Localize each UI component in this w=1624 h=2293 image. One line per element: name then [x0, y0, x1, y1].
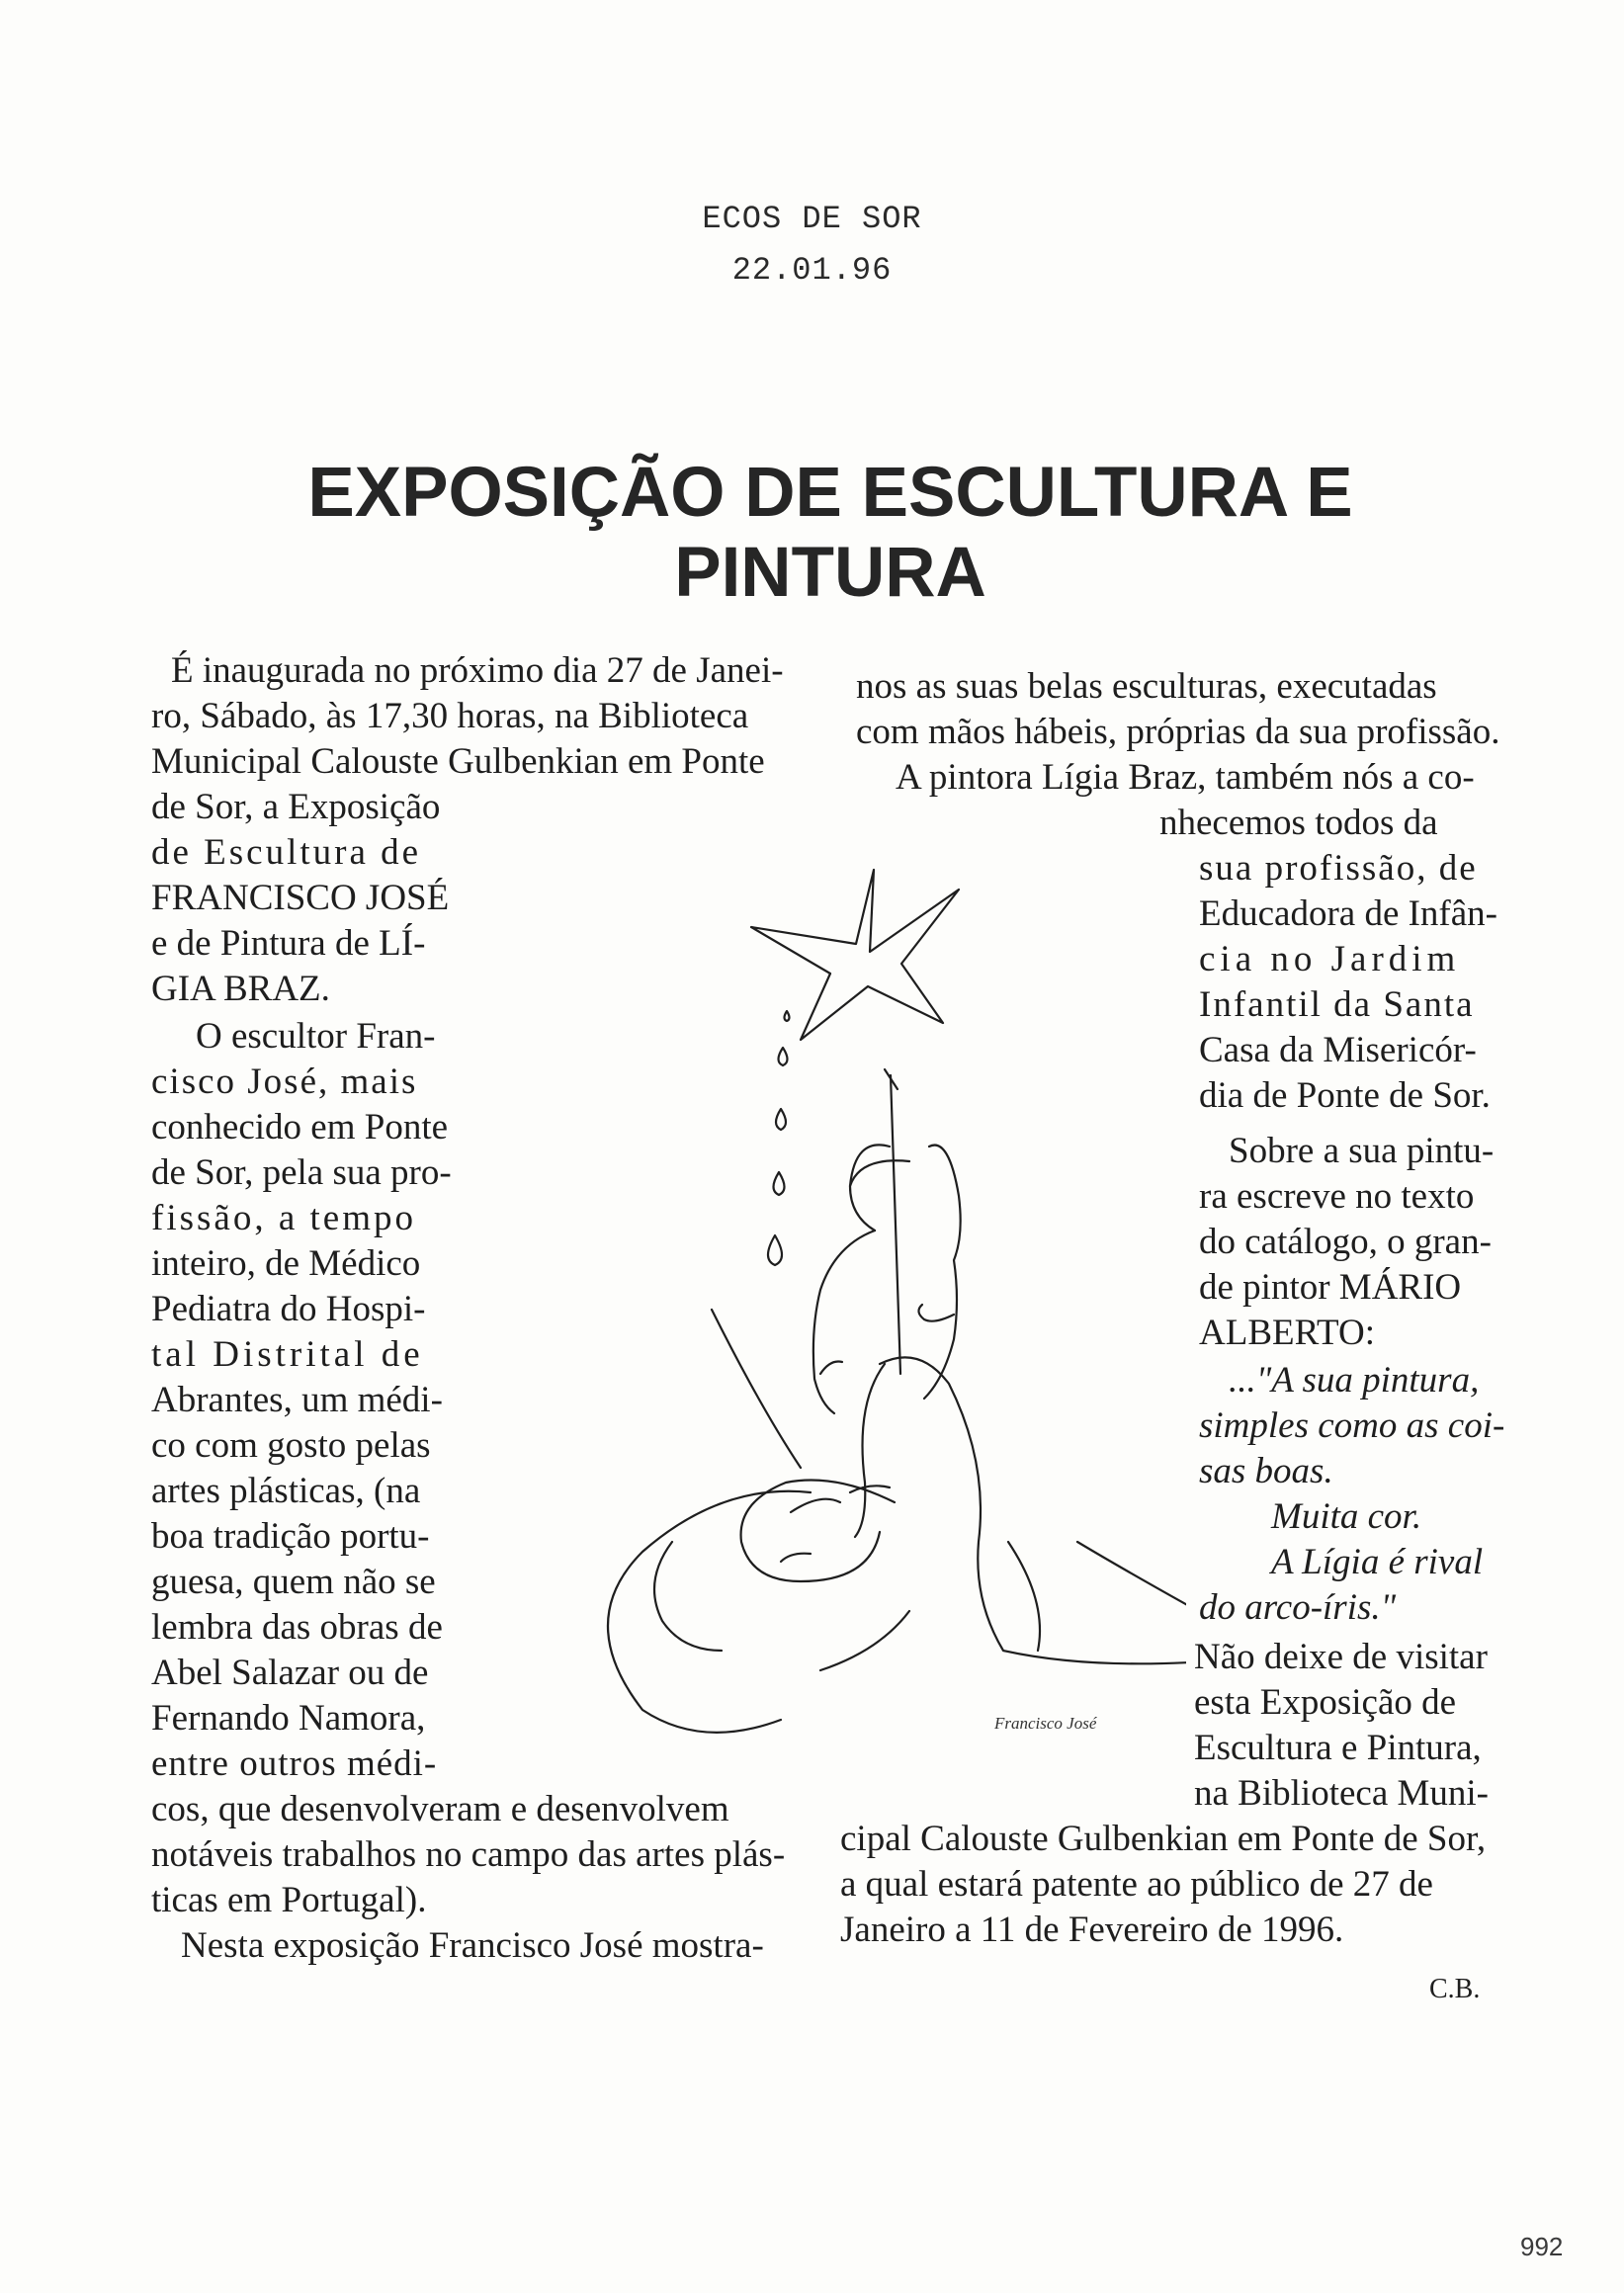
left-column-line: boa tradição portu- — [151, 1516, 430, 1557]
right-column-quote-line: A Lígia é rival — [1271, 1542, 1484, 1582]
left-column-line: É inaugurada no próximo dia 27 de Janei- — [171, 650, 784, 691]
right-column-line: nhecemos todos da — [1159, 803, 1438, 843]
left-column-line: cisco José, mais — [151, 1062, 418, 1102]
left-column-line: Abrantes, um médi- — [151, 1380, 443, 1420]
right-column-line: do catálogo, o gran- — [1199, 1222, 1492, 1262]
right-column-line: Casa da Misericór- — [1199, 1030, 1477, 1070]
right-column-line: ALBERTO: — [1199, 1313, 1375, 1353]
right-column-line: A pintora Lígia Braz, também nós a co- — [896, 757, 1475, 798]
left-column-line: GIA BRAZ. — [151, 969, 330, 1009]
nativity-illustration — [494, 810, 1186, 1749]
right-column-line: Janeiro a 11 de Fevereiro de 1996. — [840, 1910, 1344, 1950]
right-column-line: esta Exposição de — [1194, 1682, 1457, 1723]
author-initials: C.B. — [1429, 1974, 1481, 2004]
left-column-line: Pediatra do Hospi- — [151, 1289, 426, 1329]
left-column-line: ro, Sábado, às 17,30 horas, na Biblioteca — [151, 696, 749, 736]
right-column-line: de pintor MÁRIO — [1199, 1267, 1462, 1308]
right-column-line: Educadora de Infân- — [1199, 893, 1497, 934]
page-number: 992 — [1520, 2232, 1564, 2261]
publication-date: 22.01.96 — [731, 252, 893, 289]
article-headline: EXPOSIÇÃO DE ESCULTURA E PINTURA — [307, 454, 1353, 612]
left-column-line: inteiro, de Médico — [151, 1243, 421, 1284]
left-column-line: co com gosto pelas — [151, 1425, 431, 1466]
right-column-line: Infantil da Santa — [1199, 984, 1475, 1025]
left-column-line: de Sor, pela sua pro- — [151, 1152, 452, 1193]
left-column-line: lembra das obras de — [151, 1607, 443, 1648]
left-column-line: de Escultura de — [151, 832, 422, 873]
right-column-line: ra escreve no texto — [1199, 1176, 1475, 1217]
right-column-line: nos as suas belas esculturas, executadas — [856, 666, 1437, 707]
left-column-line: de Sor, a Exposição — [151, 787, 441, 827]
left-column-line: e de Pintura de LÍ- — [151, 923, 426, 964]
right-column-quote-line: sas boas. — [1199, 1451, 1333, 1491]
left-column-line: guesa, quem não se — [151, 1562, 436, 1602]
right-column-line: a qual estará patente ao público de 27 de — [840, 1864, 1433, 1905]
left-column-line: Fernando Namora, — [151, 1698, 426, 1739]
right-column-quote-line: ..."A sua pintura, — [1229, 1360, 1480, 1401]
left-column-line: entre outros médi- — [151, 1743, 438, 1784]
right-column-line: na Biblioteca Muni- — [1194, 1773, 1489, 1814]
right-column-quote-line: Muita cor. — [1271, 1496, 1422, 1537]
right-column-line: Sobre a sua pintu- — [1229, 1131, 1495, 1171]
publication-name: ECOS DE SOR — [702, 201, 922, 237]
left-column-line: cos, que desenvolveram e desenvolvem — [151, 1789, 729, 1829]
right-column-quote-line: do arco-íris." — [1199, 1587, 1397, 1628]
right-column-line: cia no Jardim — [1199, 939, 1461, 979]
left-column-line: notáveis trabalhos no campo das artes plás- — [151, 1834, 786, 1875]
left-column-line: Abel Salazar ou de — [151, 1653, 429, 1693]
left-column-line: Nesta exposição Francisco José mostra- — [181, 1925, 764, 1966]
right-column-line: cipal Calouste Gulbenkian em Ponte de Sor, — [840, 1819, 1487, 1859]
left-column-line: FRANCISCO JOSÉ — [151, 878, 450, 918]
left-column-line: tal Distrital de — [151, 1334, 424, 1375]
left-column-line: O escultor Fran- — [196, 1016, 436, 1057]
star-icon — [751, 870, 959, 1040]
left-column-line: Municipal Calouste Gulbenkian em Ponte — [151, 741, 765, 782]
left-column-line: artes plásticas, (na — [151, 1471, 421, 1511]
left-column-line: fissão, a tempo — [151, 1198, 416, 1238]
left-column-line: ticas em Portugal). — [151, 1880, 427, 1920]
right-column-line: Escultura e Pintura, — [1194, 1728, 1482, 1768]
right-column-line: Não deixe de visitar — [1194, 1637, 1488, 1677]
right-column-line: dia de Ponte de Sor. — [1199, 1075, 1491, 1116]
right-column-line: sua profissão, de — [1199, 848, 1478, 889]
teardrop-icons — [768, 1011, 790, 1265]
left-column-line: conhecido em Ponte — [151, 1107, 449, 1147]
right-column-line: com mãos hábeis, próprias da sua profissão. — [856, 712, 1500, 752]
artist-signature: Francisco José — [994, 1714, 1097, 1733]
right-column-quote-line: simples como as coi- — [1199, 1405, 1505, 1446]
